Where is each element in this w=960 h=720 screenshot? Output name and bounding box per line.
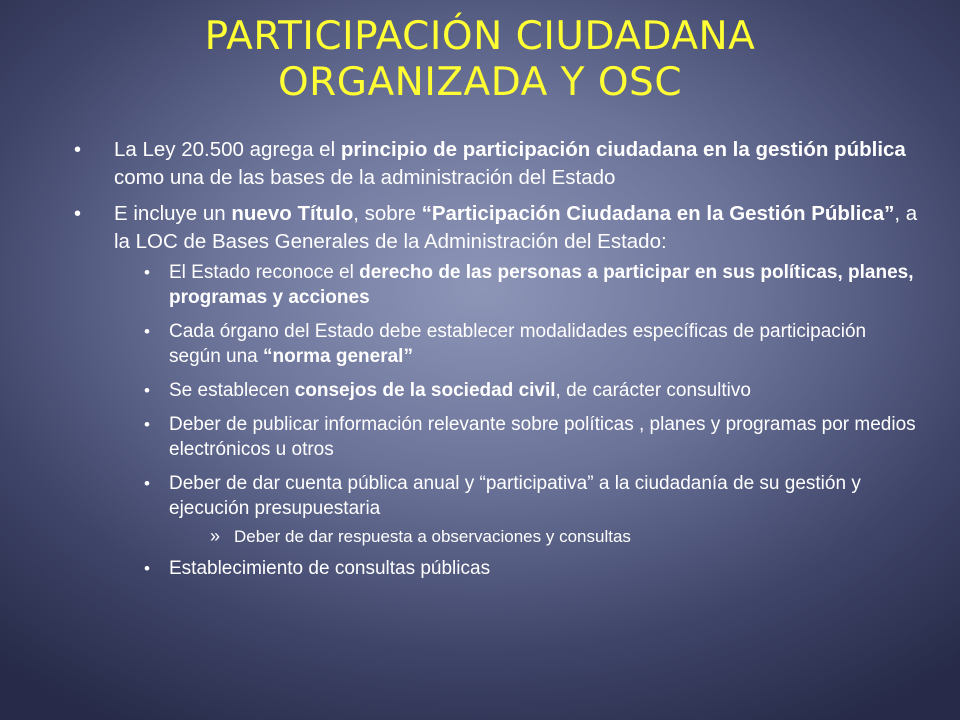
sub-bullet-text: Deber de dar cuenta pública anual y “participativa” a la ciudadanía de su gestión y ejecución presupuestaria [169, 473, 861, 519]
title-line-2: ORGANIZADA Y OSC [277, 60, 683, 105]
bullet-ley-20500 [72, 136, 922, 192]
sub-bullet-derecho [114, 260, 922, 310]
sub-bullet-text: El Estado reconoce el [169, 262, 360, 283]
sub-bullet-text: Cada órgano del Estado debe establecer modalidades específicas de participación según una [169, 321, 867, 367]
sub-bullet-bold-text: derecho de las personas a participar en sus políticas, planes, programas y acciones [169, 262, 914, 308]
sub-bullet-bold-text: “norma general” [263, 346, 413, 367]
bullet-bold-text: principio de participación ciudadana en la gestión pública [340, 138, 906, 161]
sub-bullet-list [114, 260, 922, 581]
sub-sub-bullet-text: Deber de dar respuesta a observaciones y consultas [234, 527, 631, 546]
sub-bullet-consultas-publicas [114, 556, 922, 581]
sub-bullet-marker: • [144, 415, 150, 434]
bullet-text: E incluye un [114, 202, 232, 225]
title-line-1: PARTICIPACIÓN CIUDADANA [204, 14, 756, 59]
bullet-nuevo-titulo [72, 200, 922, 581]
bullet-bold-text: nuevo Título [231, 202, 354, 225]
sub-sub-bullet-marker: » [210, 526, 221, 546]
sub-bullet-marker: • [144, 559, 150, 578]
bullet-list [72, 136, 922, 590]
sub-bullet-text: Deber de publicar información relevante sobre políticas , planes y programas por medios electrónicos u otros [169, 414, 916, 460]
bullet-text: , sobre [353, 202, 422, 225]
sub-bullet-text: Establecimiento de consultas públicas [169, 558, 491, 579]
sub-bullet-marker: • [144, 263, 150, 282]
sub-bullet-bold-text: consejos de la sociedad civil [294, 380, 556, 401]
slide-title [60, 14, 900, 106]
sub-bullet-marker: • [144, 474, 150, 493]
bullet-marker: • [74, 139, 82, 161]
sub-bullet-consejos [114, 378, 922, 403]
bullet-text: La Ley 20.500 agrega el [114, 138, 341, 161]
bullet-text: como una de las bases de la administración del Estado [114, 166, 616, 189]
sub-bullet-text: Se establecen [169, 380, 295, 401]
sub-bullet-publicar-informacion [114, 412, 922, 462]
sub-bullet-marker: • [144, 381, 150, 400]
sub-bullet-marker: • [144, 322, 150, 341]
sub-bullet-norma-general [114, 319, 922, 369]
bullet-bold-text: “Participación Ciudadana en la Gestión Pública” [421, 202, 895, 225]
sub-sub-bullet-respuesta [114, 526, 922, 548]
sub-bullet-text: , de carácter consultivo [555, 380, 751, 401]
bullet-text: , a la LOC de Bases Generales de la Administración del Estado: [114, 202, 918, 253]
bullet-marker: • [74, 203, 82, 225]
sub-bullet-cuenta-publica [114, 471, 922, 521]
